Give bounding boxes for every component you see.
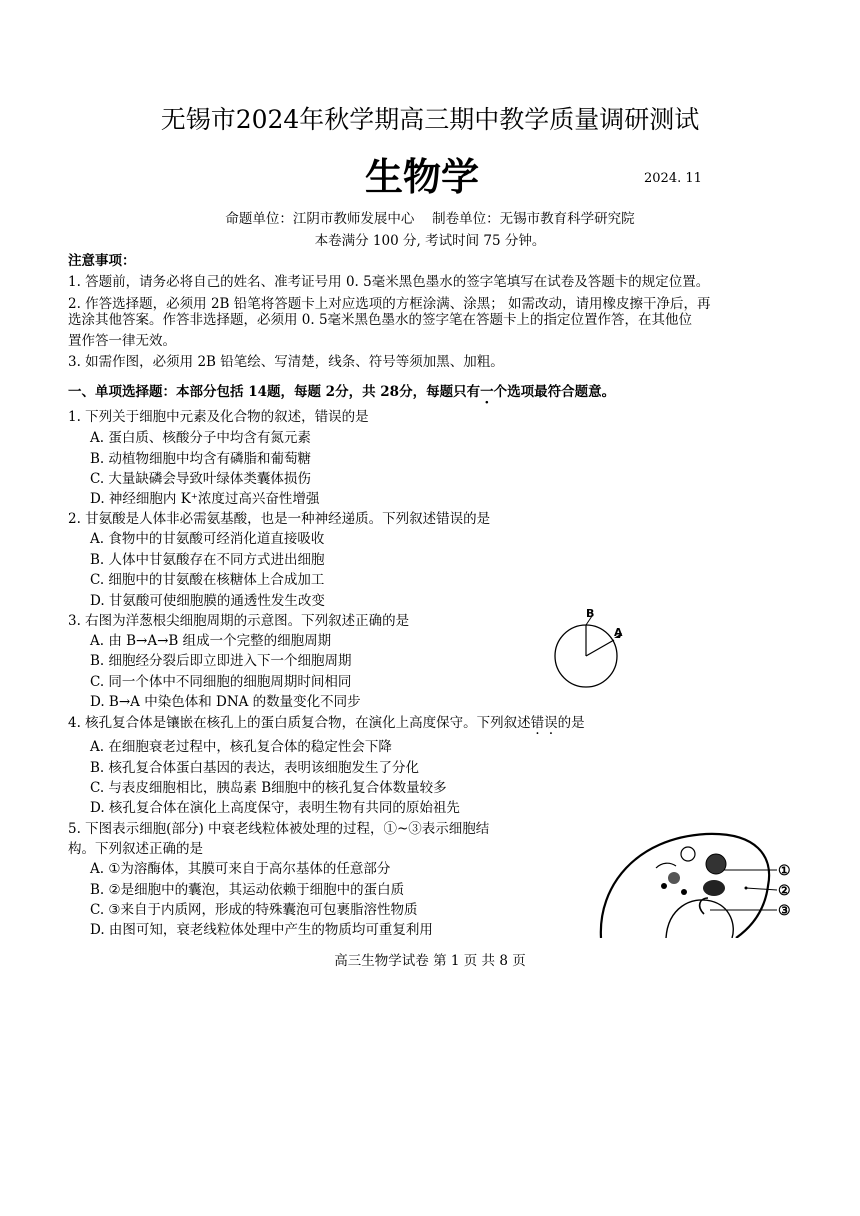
option: B. ②是细胞中的囊泡，其运动依赖于细胞中的蛋白质 bbox=[90, 882, 405, 898]
notes-heading: 注意事项： bbox=[68, 253, 136, 269]
vesicle-large bbox=[706, 854, 726, 874]
emphasis-dot-char: 一 bbox=[480, 384, 494, 400]
exam-date: 2024. 11 bbox=[644, 171, 702, 186]
question-stem: 4. 核孔复合体是镶嵌在核孔上的蛋白质复合物，在演化上高度保守。下列叙述错误的是 bbox=[68, 715, 585, 731]
option: B. 细胞经分裂后即立即进入下一个细胞周期 bbox=[90, 653, 352, 669]
meta-line-score: 本卷满分 100 分, 考试时间 75 分钟。 bbox=[314, 233, 546, 249]
option: D. B→A 中染色体和 DNA 的数量变化不同步 bbox=[90, 694, 361, 710]
section-heading: 一、单项选择题：本部分包括 14题，每题 2分，共 28分，每题只有一个选项最符合题意。 bbox=[68, 384, 616, 400]
cell-label-1: ① bbox=[778, 863, 791, 879]
pointer-2 bbox=[746, 888, 777, 890]
dot-cluster bbox=[681, 889, 687, 895]
subject-title: 生物学 bbox=[364, 155, 479, 199]
note-line: 2. 作答选择题，必须用 2B 铅笔将答题卡上对应选项的方框涂满、涂黑； 如需改动，请用橡皮擦干净后，再 bbox=[68, 296, 711, 312]
note-line: 置作答一律无效。 bbox=[68, 333, 176, 349]
vesicle-small bbox=[681, 847, 695, 861]
option: C. ③来自于内质网，形成的特殊囊泡可包裹脂溶性物质 bbox=[90, 902, 418, 918]
meta-line-units: 命题单位：江阴市教师发展中心 制卷单位：无锡市教育科学研究院 bbox=[225, 211, 635, 227]
note-line: 选涂其他答案。作答非选择题，必须用 0. 5毫米黑色墨水的签字笔在答题卡上的指定位置作答，在其他位 bbox=[68, 312, 693, 328]
cell-cycle-figure bbox=[548, 602, 638, 692]
option: A. 食物中的甘氨酸可经消化道直接吸收 bbox=[90, 531, 325, 547]
question-stem-cont: 构。下列叙述正确的是 bbox=[68, 841, 203, 857]
cycle-label-a: A bbox=[614, 626, 623, 639]
cycle-radius-a bbox=[586, 640, 614, 656]
option: C. 与表皮细胞相比，胰岛素 B细胞中的核孔复合体数量较多 bbox=[90, 780, 447, 796]
dot-cluster bbox=[661, 883, 667, 889]
option: C. 细胞中的甘氨酸在核糖体上合成加工 bbox=[90, 572, 325, 588]
option: C. 大量缺磷会导致叶绿体类囊体损伤 bbox=[90, 471, 311, 487]
dot-cluster bbox=[668, 872, 680, 884]
cycle-label-b: B bbox=[586, 607, 595, 620]
page-footer: 高三生物学试卷 第 1 页 共 8 页 bbox=[334, 953, 526, 969]
option: C. 同一个体中不同细胞的细胞周期时间相同 bbox=[90, 674, 352, 690]
option: D. 核孔复合体在演化上高度保守，表明生物有共同的原始祖先 bbox=[90, 800, 460, 816]
option: D. 神经细胞内 K⁺浓度过高兴奋性增强 bbox=[90, 491, 320, 507]
option: A. 由 B→A→B 组成一个完整的细胞周期 bbox=[90, 633, 332, 649]
exam-title: 无锡市2024年秋学期高三期中教学质量调研测试 bbox=[160, 105, 700, 134]
question-stem: 1. 下列关于细胞中元素及化合物的叙述，错误的是 bbox=[68, 409, 369, 425]
option: B. 核孔复合体蛋白基因的表达，表明该细胞发生了分化 bbox=[90, 760, 420, 776]
option: D. 由图可知，衰老线粒体处理中产生的物质均可重复利用 bbox=[90, 922, 433, 938]
option: B. 动植物细胞中均含有磷脂和葡萄糖 bbox=[90, 451, 312, 467]
autophagy-figure bbox=[596, 826, 806, 938]
option: A. 蛋白质、核酸分子中均含有氮元素 bbox=[90, 430, 311, 446]
note-line: 1. 答题前，请务必将自己的姓名、准考证号用 0. 5毫米黑色墨水的签字笔填写在试卷及答题卡的规定位置。 bbox=[68, 274, 710, 290]
question-stem: 2. 甘氨酸是人体非必需氨基酸，也是一种神经递质。下列叙述错误的是 bbox=[68, 511, 491, 527]
note-line: 3. 如需作图，必须用 2B 铅笔绘、写清楚，线条、符号等须加黑、加粗。 bbox=[68, 354, 504, 370]
golgi bbox=[656, 863, 676, 868]
option: B. 人体中甘氨酸存在不同方式进出细胞 bbox=[90, 552, 325, 568]
mitochondrion bbox=[703, 880, 725, 896]
cell-label-2: ② bbox=[778, 883, 791, 899]
option: D. 甘氨酸可使细胞膜的通透性发生改变 bbox=[90, 593, 325, 609]
question-stem: 5. 下图表示细胞(部分) 中衰老线粒体被处理的过程，①~③表示细胞结 bbox=[68, 821, 490, 837]
question-stem: 3. 右图为洋葱根尖细胞周期的示意图。下列叙述正确的是 bbox=[68, 613, 410, 629]
cell-label-3: ③ bbox=[778, 903, 791, 919]
option: A. ①为溶酶体，其膜可来自于高尔基体的任意部分 bbox=[90, 861, 391, 877]
option: A. 在细胞衰老过程中，核孔复合体的稳定性会下降 bbox=[90, 739, 392, 755]
